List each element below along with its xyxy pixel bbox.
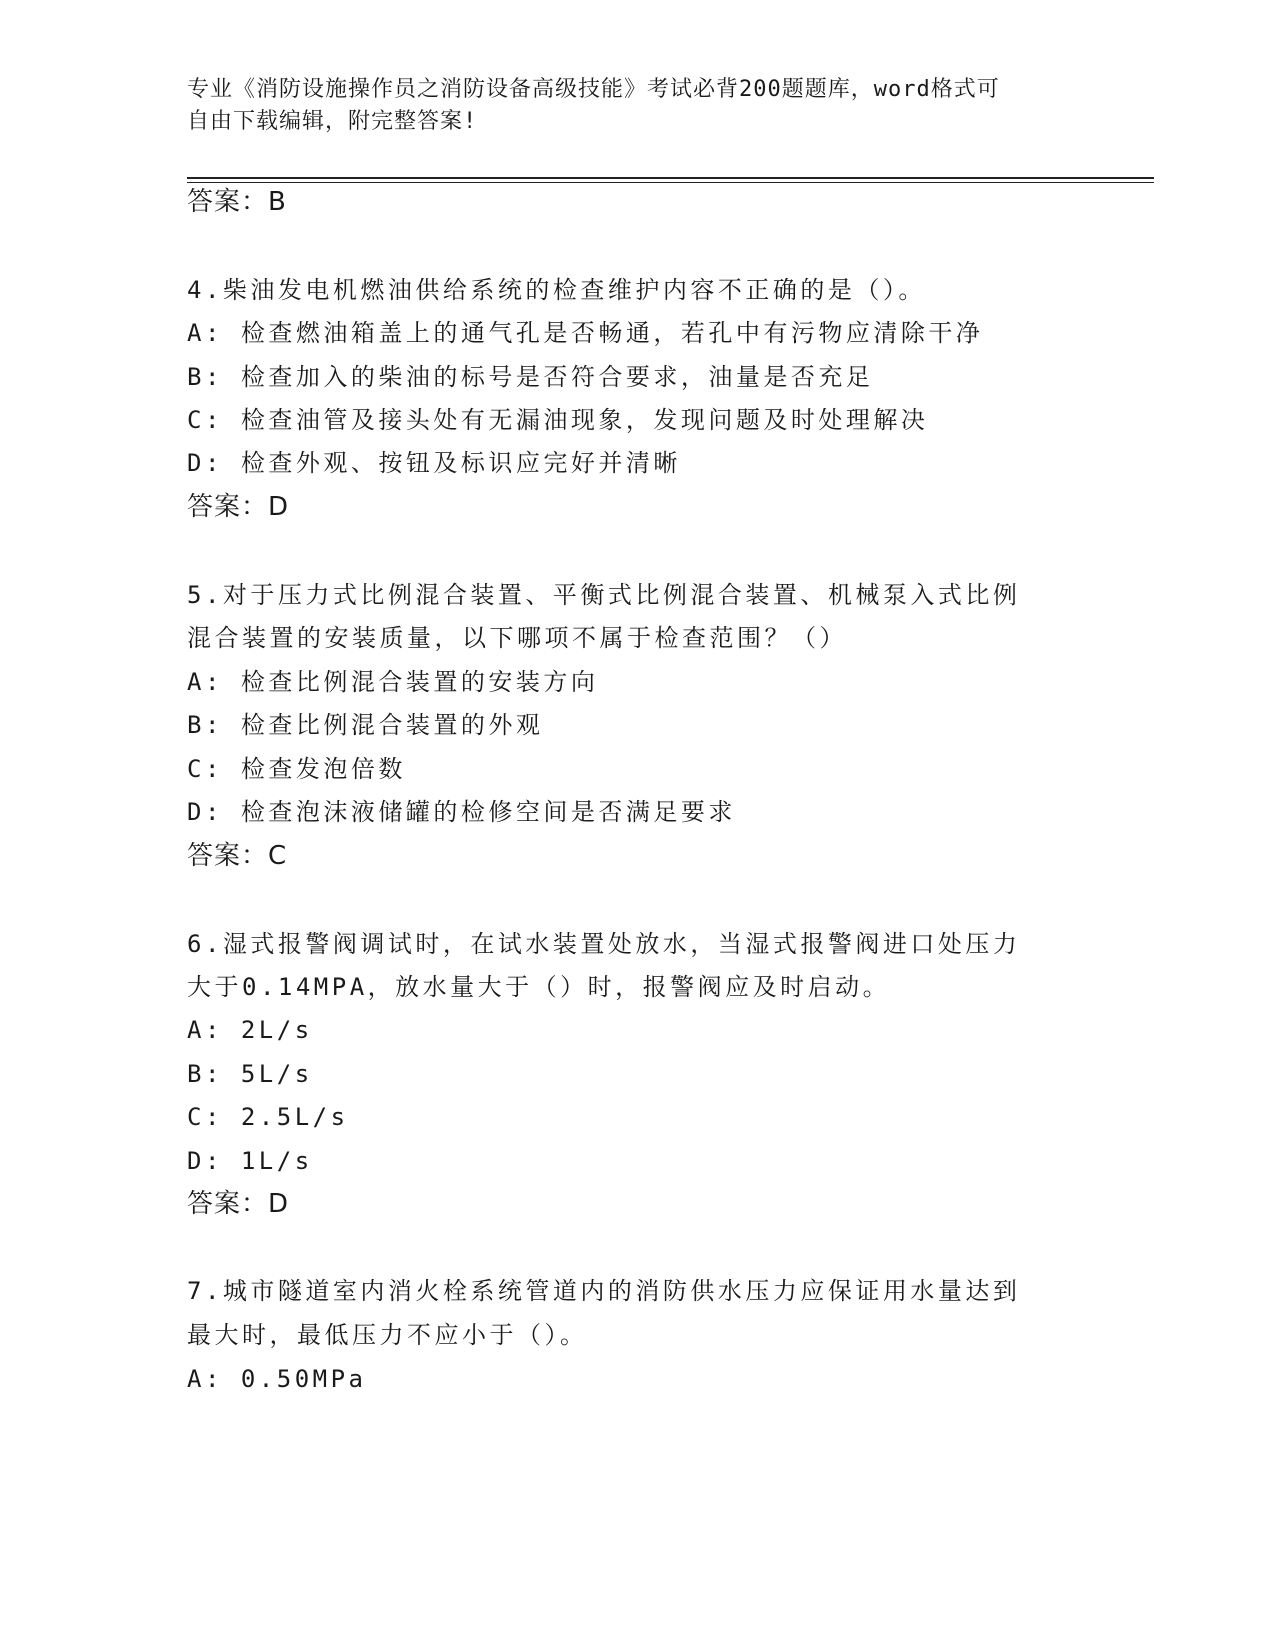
- question-4-option-c: C: 检查油管及接头处有无漏油现象，发现问题及时处理解决: [187, 406, 929, 434]
- question-5-stem-1: 5.对于压力式比例混合装置、平衡式比例混合装置、机械泵入式比例: [187, 581, 1021, 609]
- question-6-option-a: A: 2L/s: [187, 1016, 313, 1044]
- question-6-stem-2: 大于0.14MPA，放水量大于（）时，报警阀应及时启动。: [187, 973, 891, 1001]
- question-4-stem-1: 4.柴油发电机燃油供给系统的检查维护内容不正确的是（）。: [187, 276, 926, 304]
- question-5-option-a: A: 检查比例混合装置的安装方向: [187, 668, 599, 696]
- question-6-stem-1: 6.湿式报警阀调试时，在试水装置处放水，当湿式报警阀进口处压力: [187, 930, 1021, 958]
- question-5-stem-2: 混合装置的安装质量，以下哪项不属于检查范围？（）: [187, 624, 847, 652]
- header-rule-thick: [187, 177, 1154, 179]
- question-6-option-d: D: 1L/s: [187, 1147, 313, 1175]
- header-rule-thin: [187, 182, 1154, 183]
- document-header: [187, 74, 1067, 138]
- question-5-option-d: D: 检查泡沫液储罐的检修空间是否满足要求: [187, 798, 736, 826]
- question-7-stem-1: 7.城市隧道室内消火栓系统管道内的消防供水压力应保证用水量达到: [187, 1277, 1021, 1305]
- header-line-2: 自由下载编辑，附完整答案!: [187, 109, 478, 134]
- question-4-option-a: A: 检查燃油箱盖上的通气孔是否畅通，若孔中有污物应清除干净: [187, 319, 984, 347]
- question-6-option-b: B: 5L/s: [187, 1060, 313, 1088]
- question-7-option-a: A: 0.50MPa: [187, 1365, 367, 1393]
- question-7-stem-2: 最大时，最低压力不应小于（）。: [187, 1321, 588, 1349]
- answer-q4: 答案：D: [187, 492, 290, 522]
- answer-q5: 答案：C: [187, 841, 288, 871]
- header-line-1: 专业《消防设施操作员之消防设备高级技能》考试必背200题题库，word格式可: [187, 77, 1000, 102]
- answer-q3: 答案：B: [187, 187, 287, 217]
- question-5-option-b: B: 检查比例混合装置的外观: [187, 711, 544, 739]
- question-4-option-d: D: 检查外观、按钮及标识应完好并清晰: [187, 449, 681, 477]
- question-4-option-b: B: 检查加入的柴油的标号是否符合要求，油量是否充足: [187, 363, 874, 391]
- question-6-option-c: C: 2.5L/s: [187, 1103, 349, 1131]
- question-5-option-c: C: 检查发泡倍数: [187, 755, 406, 783]
- answer-q6: 答案：D: [187, 1189, 290, 1219]
